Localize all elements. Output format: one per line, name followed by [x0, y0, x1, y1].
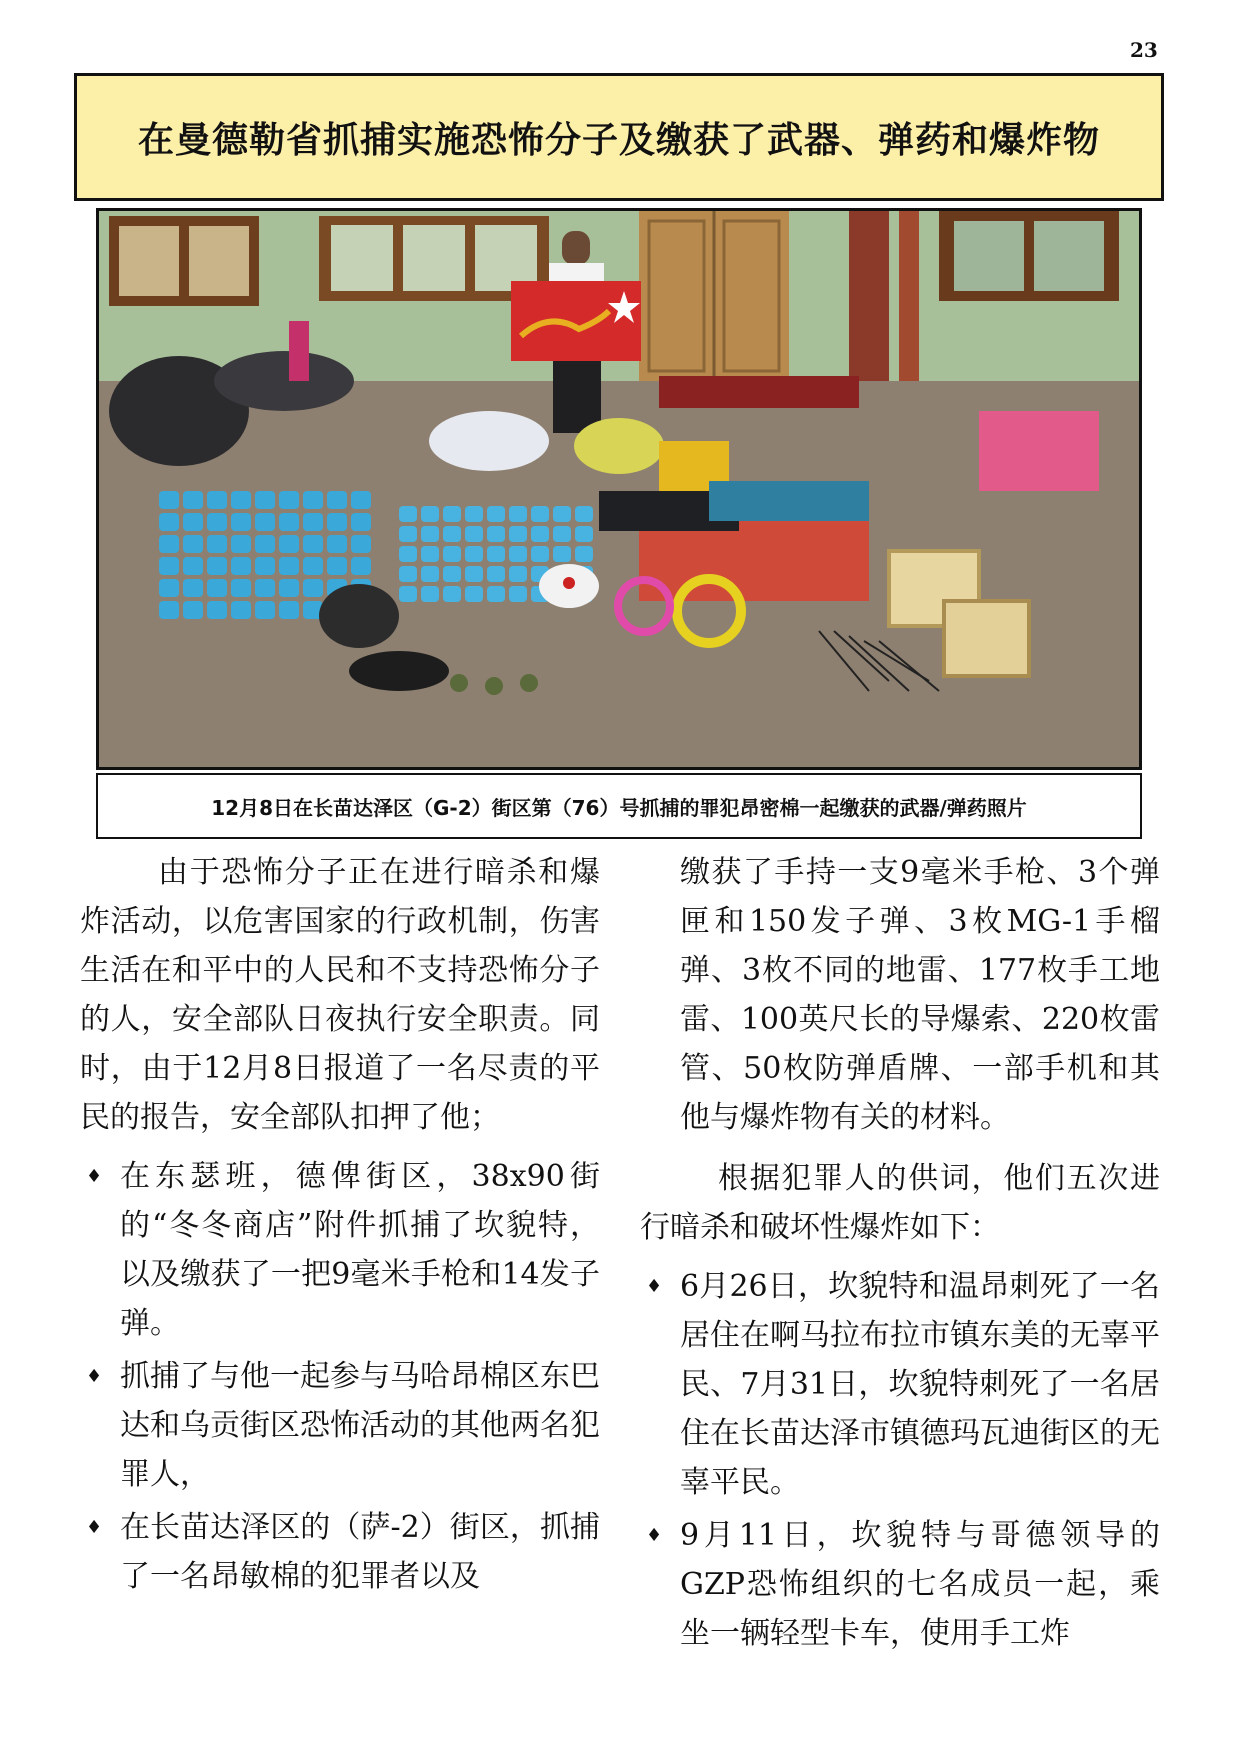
photo-canister — [421, 586, 439, 602]
photo-canister — [465, 586, 483, 602]
photo-canister — [159, 513, 179, 531]
photo-canister — [255, 557, 275, 575]
photo-canister — [183, 491, 203, 509]
photo-canister — [303, 513, 323, 531]
photo-canister — [351, 491, 371, 509]
photo-canister — [303, 535, 323, 553]
photo-canister — [443, 566, 461, 582]
list-item — [80, 1503, 600, 1601]
photo-canister — [279, 535, 299, 553]
photo-canister — [159, 557, 179, 575]
photo-canister — [183, 557, 203, 575]
list-item — [80, 1152, 600, 1348]
photo-canister — [443, 586, 461, 602]
photo-canister — [509, 546, 527, 562]
page-title: 在曼德勒省抓捕实施恐怖分子及缴获了武器、弹药和爆炸物 — [137, 119, 1100, 161]
photo-canister — [487, 546, 505, 562]
photo-canister — [159, 579, 179, 597]
photo-canister — [159, 601, 179, 619]
right-column — [640, 848, 1160, 1662]
photo-illustration — [99, 211, 1139, 767]
photo-canister — [183, 513, 203, 531]
photo-canister — [327, 557, 347, 575]
photo-canister — [509, 586, 527, 602]
list-item-text: 9月11日，坎貌特与哥德领导的GZP恐怖组织的七名成员一起，乘坐一辆轻型卡车，使用手工炸 — [680, 1518, 1160, 1651]
title-banner — [74, 73, 1164, 201]
bullet-diamond-icon: ♦ — [646, 1276, 663, 1297]
photo-canister — [509, 566, 527, 582]
photo-canister — [231, 579, 251, 597]
photo-canister — [421, 546, 439, 562]
photo-canister — [531, 506, 549, 522]
photo-canister — [399, 586, 417, 602]
list-item-text: 在长苗达泽区的（萨-2）街区，抓捕了一名昂敏棉的犯罪者以及 — [120, 1510, 600, 1594]
photo-canister — [443, 526, 461, 542]
list-item-text: 在东瑟班，德俾街区，38x90街的“冬冬商店”附件抓捕了坎貌特，以及缴获了一把9毫米手枪和14发子弹。 — [120, 1159, 600, 1341]
photo-canister — [183, 601, 203, 619]
photo-canister — [351, 513, 371, 531]
photo-canister — [487, 566, 505, 582]
photo-canister — [509, 506, 527, 522]
right-bullet-list — [640, 1262, 1160, 1658]
photo-canister — [531, 526, 549, 542]
photo-canister — [207, 579, 227, 597]
photo-canister — [279, 579, 299, 597]
photo-canister — [207, 513, 227, 531]
photo-canister — [509, 526, 527, 542]
left-bullet-list — [80, 1152, 600, 1601]
bullet-diamond-icon: ♦ — [86, 1366, 103, 1387]
photo-canister — [465, 506, 483, 522]
bullet-diamond-icon: ♦ — [86, 1517, 103, 1538]
photo-canister — [575, 546, 593, 562]
photo-canister — [487, 586, 505, 602]
photo-canister — [255, 579, 275, 597]
photo-canister — [421, 506, 439, 522]
bullet-diamond-icon: ♦ — [86, 1166, 103, 1187]
photo-canister — [487, 526, 505, 542]
photo-canister — [443, 546, 461, 562]
photo-canister — [421, 566, 439, 582]
photo-canister — [553, 506, 571, 522]
photo-canister — [207, 491, 227, 509]
photo-flag — [511, 281, 641, 361]
list-item-text: 抓捕了与他一起参与马哈昂棉区东巴达和乌贡街区恐怖活动的其他两名犯罪人， — [120, 1359, 600, 1492]
page-number: 23 — [1130, 38, 1158, 62]
photo-caption: 12月8日在长苗达泽区（G-2）街区第（76）号抓捕的罪犯昂密棉一起缴获的武器/弹药照片 — [211, 795, 1027, 820]
photo-canister — [255, 601, 275, 619]
photo-canister — [487, 506, 505, 522]
continuation-paragraph: 缴获了手持一支9毫米手枪、3个弹匣和150发子弹、3枚MG-1手榴弹、3枚不同的地雷、177枚手工地雷、100英尺长的导爆索、220枚雷管、50枚防弹盾牌、一部手机和其他与爆炸物有关的材料。 — [680, 855, 1160, 1135]
photo-canister — [399, 506, 417, 522]
photo-canister — [327, 535, 347, 553]
photo-canister — [231, 491, 251, 509]
photo-canister — [421, 526, 439, 542]
photo-canister — [279, 513, 299, 531]
photo-canister — [351, 557, 371, 575]
photo-canister — [303, 579, 323, 597]
photo-canister — [327, 491, 347, 509]
photo-canister — [465, 546, 483, 562]
photo-canister — [231, 535, 251, 553]
photo-person — [562, 231, 590, 265]
photo-canister — [183, 579, 203, 597]
photo-canister — [303, 491, 323, 509]
list-item-text: 6月26日，坎貌特和温昂刺死了一名居住在啊马拉布拉市镇东美的无辜平民、7月31日，坎貌特刺死了一名居住在长苗达泽市镇德玛瓦迪街区的无辜平民。 — [680, 1269, 1160, 1500]
photo-portrait-2 — [944, 601, 1029, 676]
confession-paragraph: 根据犯罪人的供词，他们五次进行暗杀和破坏性爆炸如下： — [640, 1161, 1160, 1245]
photo-canister — [575, 506, 593, 522]
photo-canister — [231, 601, 251, 619]
photo-canister — [399, 526, 417, 542]
photo-canister — [575, 526, 593, 542]
bullet-diamond-icon: ♦ — [646, 1525, 663, 1546]
list-item — [640, 1262, 1160, 1507]
photo-canister — [159, 491, 179, 509]
list-item — [640, 1511, 1160, 1658]
photo-canister — [553, 526, 571, 542]
left-column — [80, 848, 600, 1605]
photo-canister — [183, 535, 203, 553]
intro-paragraph: 由于恐怖分子正在进行暗杀和爆炸活动，以危害国家的行政机制，伤害生活在和平中的人民和不支持恐怖分子的人，安全部队日夜执行安全职责。同时，由于12月8日报道了一名尽责的平民的报告，安全部队扣押了他； — [80, 855, 600, 1135]
photo-canister — [255, 535, 275, 553]
photo-canister — [327, 513, 347, 531]
photo-canister — [443, 506, 461, 522]
photo-canister — [279, 491, 299, 509]
photo-canister — [465, 526, 483, 542]
photo-canister — [159, 535, 179, 553]
photo-canister — [231, 557, 251, 575]
photo-canister — [207, 601, 227, 619]
photo-caption-box — [96, 773, 1142, 839]
seized-weapons-photo — [96, 208, 1142, 770]
photo-canister — [399, 546, 417, 562]
photo-canister — [465, 566, 483, 582]
photo-canister — [255, 491, 275, 509]
photo-canister — [399, 566, 417, 582]
photo-canister — [303, 557, 323, 575]
photo-canister — [231, 513, 251, 531]
list-item — [80, 1352, 600, 1499]
photo-basket — [979, 411, 1099, 491]
photo-canister — [531, 546, 549, 562]
photo-canister — [553, 546, 571, 562]
photo-canister — [279, 557, 299, 575]
photo-canister — [351, 535, 371, 553]
photo-canister — [279, 601, 299, 619]
photo-canister — [207, 535, 227, 553]
photo-canister — [207, 557, 227, 575]
photo-canister — [255, 513, 275, 531]
